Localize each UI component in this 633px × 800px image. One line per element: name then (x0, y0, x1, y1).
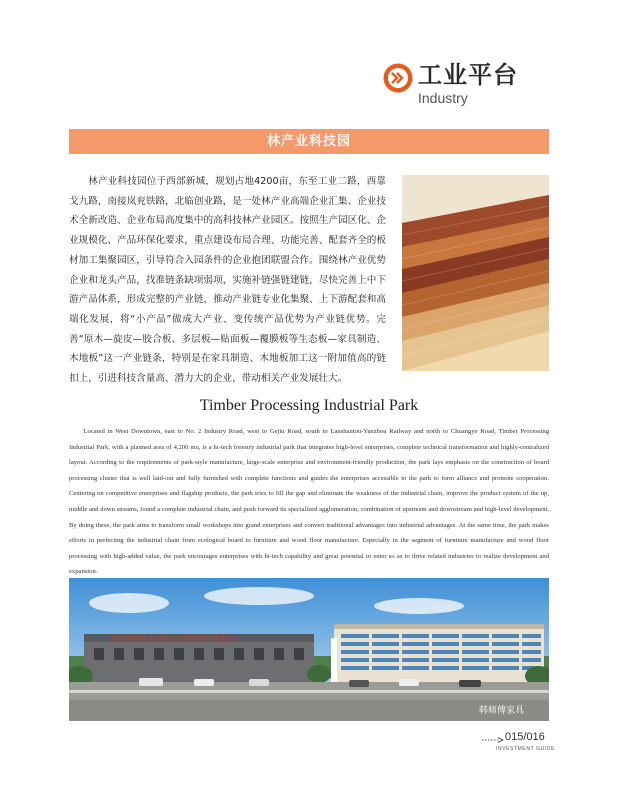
chinese-paragraph: 林产业科技园位于西部新城，规划占地4200亩，东至工业二路，西靠戈九路，南接岚兖铁路，北临创业路，是一处林产业高端企业汇集、企业技术全新改造、企业布局高度集中的高科技林产业园区。按照生产园区化、企业规模化、产品环保化要求，重点建设布局合理、功能完善、配套齐全的板材加工集聚园区，引导符合入园条件的企业抱团联盟合作。围绕林产业优势企业和龙头产品，找准链条缺项弱项，实施补链强链建链，尽快完善上中下游产品体系，形成完整的产业链，推动产业链专业化集聚、上下游配套和高端化发展，将“小产品”做成大产业、变传统产品优势为产业链优势。完善“原木—旋皮—胶合板、多层板—贴面板—覆膜板等生态板—家具制造、木地板”这一产业链条，特别是在家具制造、木地板加工这一附加值高的链扣上，引进科技含量高、潜力大的企业，带动相关产业发展壮大。 (69, 176, 386, 385)
footer-guide-label: INVESTMENT GUIDE (496, 746, 555, 752)
page-number: 015/016 (505, 731, 545, 743)
english-paragraph: Located in West Downtown, east to No. 2 Industry Road, west to Gejiu Road, south to Lanshantou-Yanzhou Railway and north to Chuangye Road, Timber Processing Industrial Park, with a planned area of 4,200 mu, is a hi-tech forestry industrial park that integrates high-level enterprises, complete technical transformation and highly-centralized layout. According to the requirements of park-style manufacture, large-scale enterprise and environment-friendly production, the park lays emphasis on the construction of board processing cluster that is well laid-out and fully furnished with complete functions and guides the enterprises accessible to the park to form alliance and promote cooperation. Centering on competitive enterprises and flagship products, the park tries to fill the gap and eliminate the weakness of the industrial chain, improve the product system of the up, middle and down streams, found a complete industrial chain, and push forward its specialized agglomeration, combination of upstream and downstream and high-level development. By doing these, the park aims to transform small workshops into grand enterprises and convert traditional advantages into industrial advantages. At the same time, the park makes efforts in perfecting the industrial chain from ecological board to furniture and wood floor manufacture. Especially in the segment of furniture manufacture and wood floor processing with high-added value, the park encourages enterprises with hi-tech capability and great potential to enter so as to drive related industries to realize development and expansion. (69, 428, 549, 576)
section-banner: 林产业科技园 (69, 129, 549, 154)
page-title: 工业平台 (418, 61, 518, 89)
factory-sign: 日照市韩师傅家具有限公司 日照韩师傅家具有限公司 (109, 637, 238, 643)
industrial-park-building-photo (69, 578, 549, 721)
wood-veneer-panels-photo (402, 175, 549, 371)
english-section-title: Timber Processing Industrial Park (199, 397, 419, 414)
page-subtitle: Industry (418, 90, 468, 106)
dotted-arrow-right-icon (482, 737, 504, 743)
double-chevron-right-icon (383, 63, 413, 93)
photo-caption: 韩师傅家具 (479, 706, 525, 716)
